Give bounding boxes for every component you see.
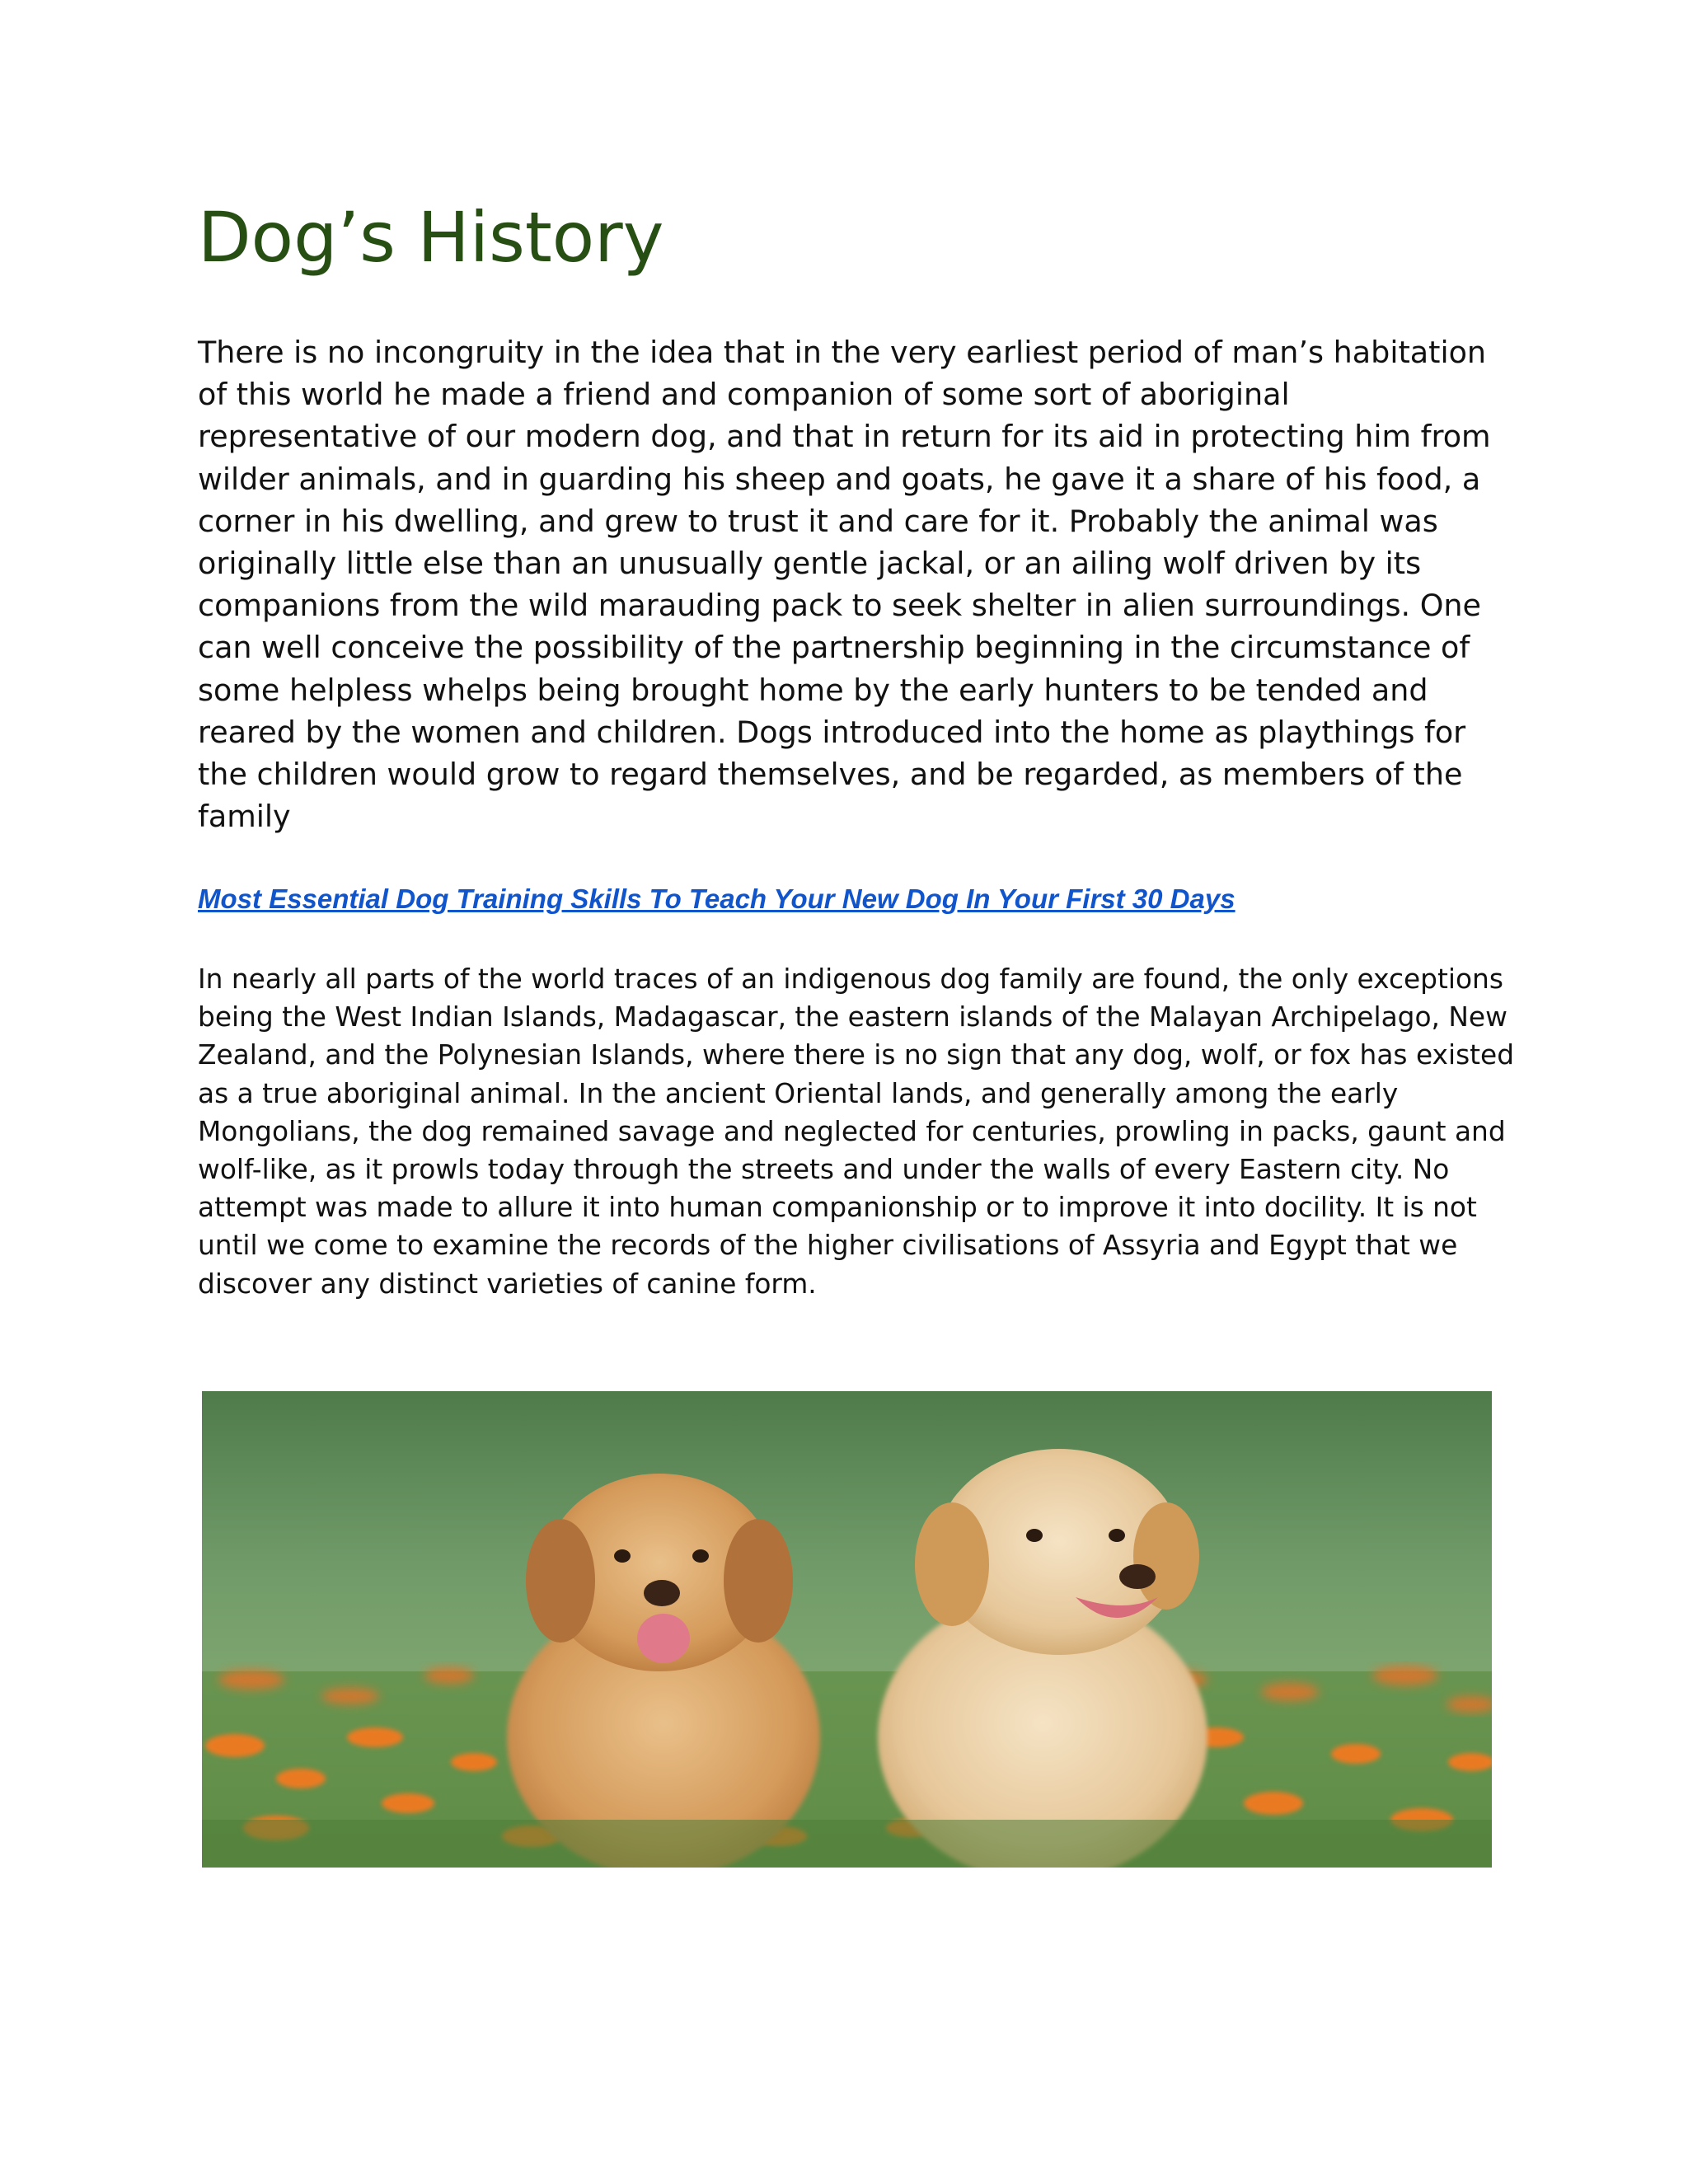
body-paragraph-2: In nearly all parts of the world traces of an indigenous dog family are found, the only exceptions being the West Indian Islands, Madagascar, the eastern islands of the Malayan Archipelago, New Zealand, and the Polynesian Islands, where there is no sign that any dog, wolf, or fox has existed as a true aboriginal animal. In the ancient Oriental lands, and generally among the early Mongolians, the dog remained savage and neglected for centuries, prowling in packs, gaunt and wolf-like, as it prowls today through the streets and under the walls of every Eastern city. No attempt was made to allure it into human companionship or to improve it into docility. It is not until we come to examine the records of the higher civilisations of Assyria and Egypt that we discover any distinct varieties of canine form.	[198, 963, 1515, 1300]
puppies-illustration	[202, 1391, 1492, 1868]
puppies-photo	[202, 1391, 1492, 1868]
page-title: Dog’s History	[198, 197, 664, 278]
body-paragraph-1: There is no incongruity in the idea that in the very earliest period of man’s habitation of this world he made a friend and companion of some sort of aboriginal representative of our modern dog, and that in return for its aid in protecting him from wilder animals, and in guarding his sheep and goats, he gave it a share of his food, a corner in his dwelling, and grew to trust it and care for it. Probably the animal was originally little else than an unusually gentle jackal, or an ailing wolf driven by its companions from the wild marauding pack to seek shelter in alien surroundings. One can well conceive the possibility of the partnership beginning in the circumstance of some helpless whelps being brought home by the early hunters to be tended and reared by the women and children. Dogs introduced into the home as playthings for the children would grow to regard themselves, and be regarded, as members of the family	[198, 335, 1491, 835]
training-skills-link[interactable]: Most Essential Dog Training Skills To Teach Your New Dog In Your First 30 Days	[198, 883, 1236, 914]
